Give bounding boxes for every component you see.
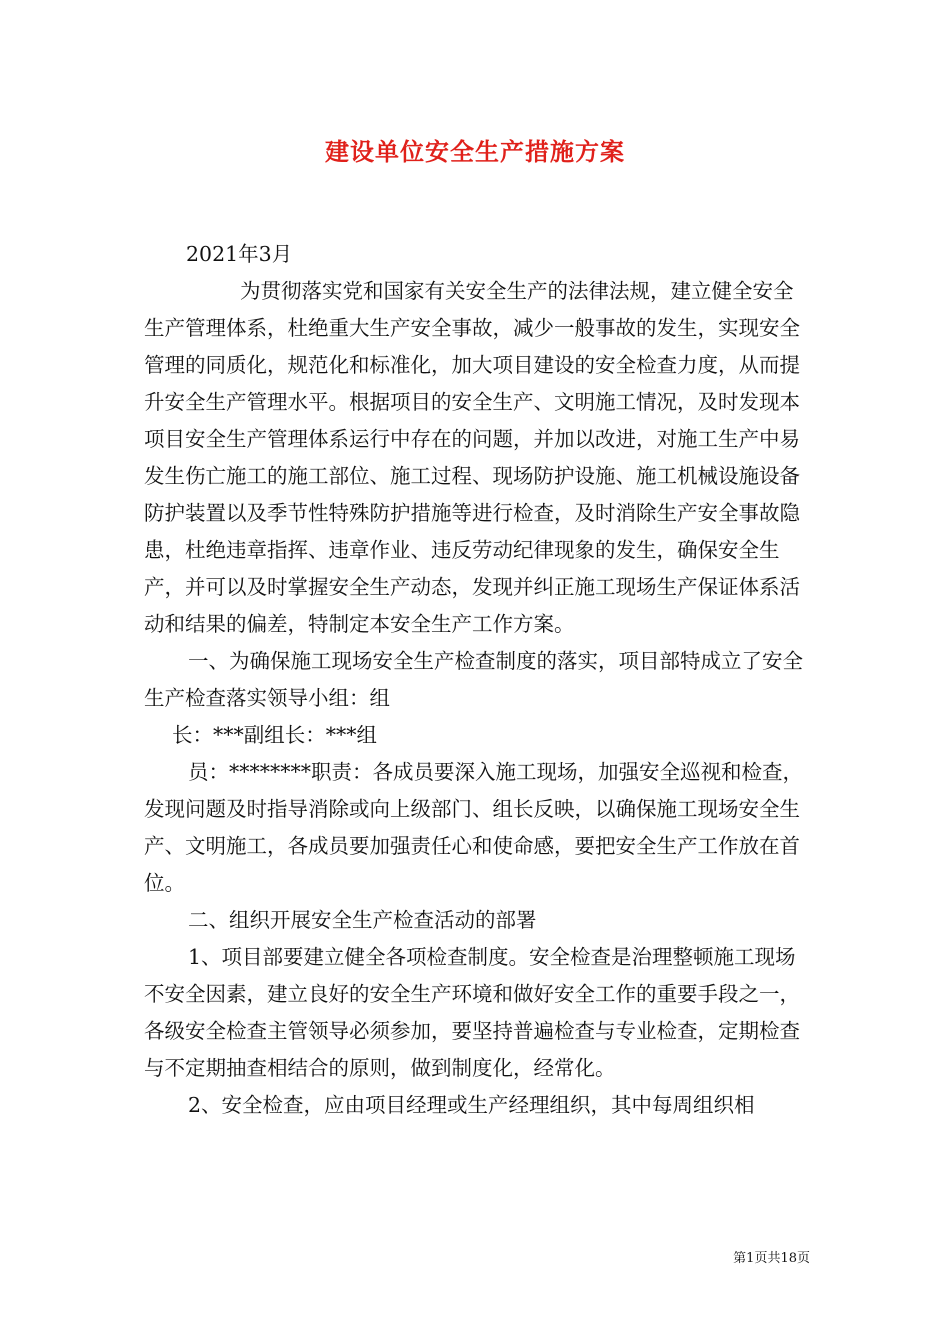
intro-paragraph: 为贯彻落实党和国家有关安全生产的法律法规，建立健全安全生产管理体系，杜绝重大生产安全事故，减少一般事故的发生，实现安全管理的同质化，规范化和标准化，加大项目建设的安全检查力度，从而提升安全生产管理水平。根据项目的安全生产、文明施工情况，及时发现本项目安全生产管理体系运行中存在的问题，并加以改进，对施工生产中易发生伤亡施工的施工部位、施工过程、现场防护设施、施工机械设施设备防护装置以及季节性特殊防护措施等进行检查，及时消除生产安全事故隐患，杜绝违章指挥、违章作业、违反劳动纪律现象的发生，确保安全生产，并可以及时掌握安全生产动态，发现并纠正施工现场生产保证体系活动和结果的偏差，特制定本安全生产工作方案。 bbox=[144, 279, 800, 636]
leader-line: 长：***副组长：***组 bbox=[172, 723, 377, 747]
section-2-heading: 二、组织开展安全生产检查活动的部署 bbox=[188, 908, 537, 932]
item-1-paragraph: 1、项目部要建立健全各项检查制度。安全检查是治理整顿施工现场不安全因素，建立良好的安全生产环境和做好安全工作的重要手段之一，各级安全检查主管领导必须参加，要坚持普遍检查与专业检查，定期检查与不定期抽查相结合的原则，做到制度化，经常化。 bbox=[144, 945, 800, 1080]
document-body bbox=[144, 236, 809, 1124]
members-paragraph: 员：********职责：各成员要深入施工现场，加强安全巡视和检查，发现问题及时指导消除或向上级部门、组长反映，以确保施工现场安全生产、文明施工，各成员要加强责任心和使命感，要把安全生产工作放在首位。 bbox=[144, 760, 803, 895]
item-2-paragraph: 2、安全检查，应由项目经理或生产经理组织，其中每周组织相 bbox=[188, 1093, 755, 1117]
section-1-heading: 一、为确保施工现场安全生产检查制度的落实，项目部特成立了安全生产检查落实领导小组：组 bbox=[144, 649, 803, 710]
page-number: 第1页共18页 bbox=[733, 1251, 810, 1266]
document-date: 2021年3月 bbox=[186, 242, 293, 266]
document-title: 建设单位安全生产措施方案 bbox=[325, 137, 625, 166]
